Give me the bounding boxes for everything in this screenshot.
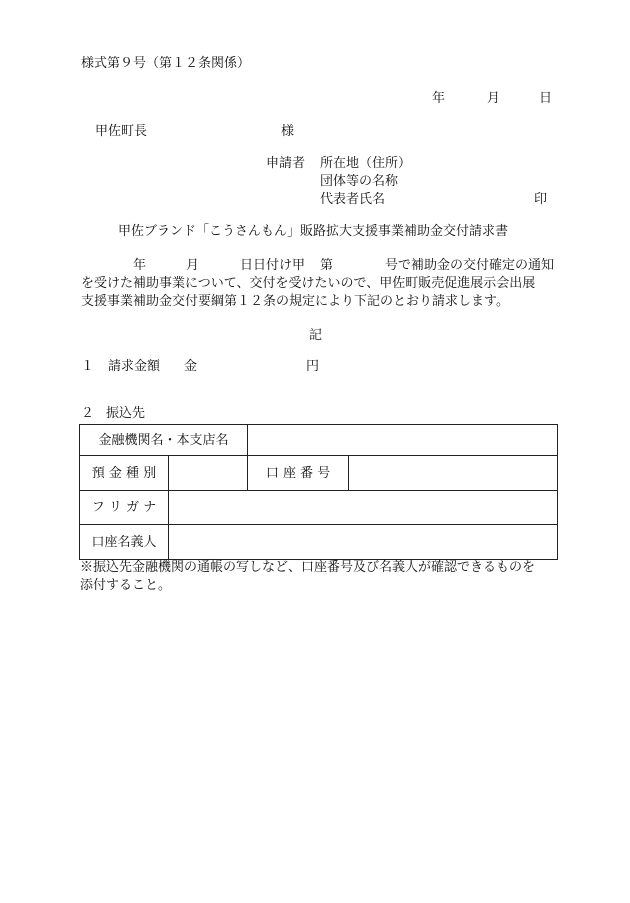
item1-label: 請求金額 (108, 359, 161, 374)
deposit-type-label: 預 金 種 別 (80, 456, 169, 491)
bank-branch-field[interactable] (248, 425, 558, 456)
bank-branch-label: 金融機関名・本支店名 (80, 425, 248, 456)
body-number-label: 第 (320, 258, 334, 273)
table-row (80, 491, 558, 525)
body-line-1-rest: 号で補助金の交付確定の通知 (385, 258, 555, 273)
deposit-type-field[interactable] (169, 456, 248, 491)
form-number: 様式第９号（第１２条関係） (81, 56, 251, 71)
note-line-2: 添付すること。 (80, 578, 172, 593)
note-line-1: ※振込先金融機関の通帳の写しなど、口座番号及び名義人が確認できるものを (80, 560, 536, 575)
ki-heading: 記 (309, 328, 323, 343)
date-day-label: 日 (539, 91, 553, 106)
account-holder-field[interactable] (169, 525, 558, 560)
furigana-label: フ リ ガ ナ (80, 491, 169, 525)
body-line-3: 支援事業補助金交付要綱第１２条の規定により下記のとおり請求します。 (81, 294, 509, 309)
seal-mark: 印 (534, 192, 548, 207)
applicant-address-label: 所在地（住所） (320, 156, 412, 171)
account-number-label: 口 座 番 号 (248, 456, 349, 491)
date-month-label: 月 (487, 91, 501, 106)
applicant-org-label: 団体等の名称 (320, 174, 399, 189)
table-row (80, 525, 558, 560)
item1-kin-label: 金 (184, 359, 198, 374)
body-month-label: 月 (186, 258, 200, 273)
recipient-honorific: 様 (281, 124, 295, 139)
item2-number: ２ (81, 406, 95, 421)
table-row (80, 425, 558, 456)
date-year-label: 年 (432, 91, 446, 106)
body-line-2: を受けた補助事業について、交付を受けたいので、甲佐町販売促進展示会出展 (81, 276, 536, 291)
document-title: 甲佐ブランド「こうさんもん」販路拡大支援事業補助金交付請求書 (118, 224, 509, 239)
item2-label: 振込先 (106, 406, 146, 421)
body-year-label: 年 (133, 258, 147, 273)
item1-yen-label: 円 (306, 359, 320, 374)
body-dated-label: 日日付け甲 (240, 258, 306, 273)
account-number-field[interactable] (349, 456, 558, 491)
applicant-rep-label: 代表者氏名 (320, 192, 386, 207)
account-holder-label: 口座名義人 (80, 525, 169, 560)
recipient-name: 甲佐町長 (95, 124, 148, 139)
bank-transfer-table (79, 424, 558, 560)
furigana-field[interactable] (169, 491, 558, 525)
applicant-label: 申請者 (266, 156, 306, 171)
table-row (80, 456, 558, 491)
item1-number: １ (81, 359, 95, 374)
